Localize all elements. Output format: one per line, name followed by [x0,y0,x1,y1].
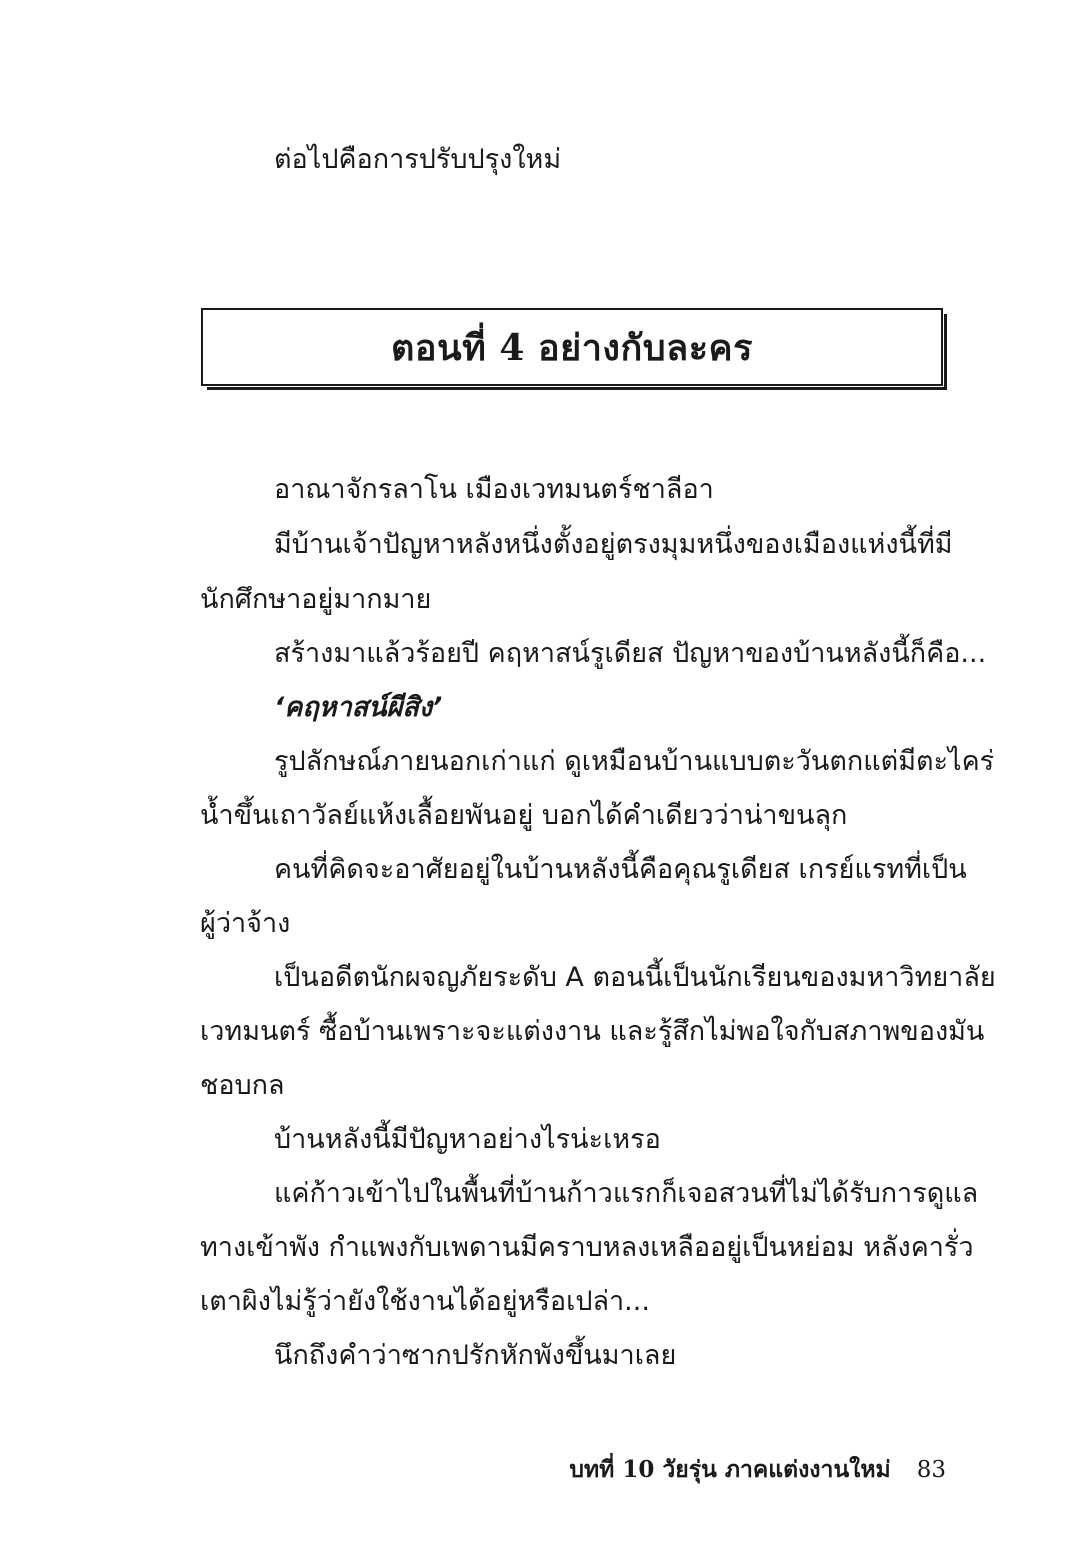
paragraph-line: นึกถึงคำว่าซากปรักหักพังขึ้นมาเลย [274,1340,677,1371]
paragraph-line: มีบ้านเจ้าปัญหาหลังหนึ่งตั้งอยู่ตรงมุมหนึ่งของเมืองแห่งนี้ที่มี [274,529,953,560]
paragraph-line: สร้างมาแล้วร้อยปี คฤหาสน์รูเดียส ปัญหาของบ้านหลังนี้ก็คือ... [274,638,987,669]
emphasized-line: ‘คฤหาสน์ผีสิง’ [274,692,443,723]
page-footer [569,1452,946,1488]
paragraph-line: คนที่คิดจะอาศัยอยู่ในบ้านหลังนี้คือคุณรูเดียส เกรย์แรทที่เป็น [274,854,967,885]
page-number: 83 [916,1457,946,1483]
chapter-heading-box [201,308,943,386]
paragraph-line: รูปลักษณ์ภายนอกเก่าแก่ ดูเหมือนบ้านแบบตะวันตกแต่มีตะไคร่ [274,746,995,777]
paragraph-line: บ้านหลังนี้มีปัญหาอย่างไรน่ะเหรอ [274,1124,661,1155]
closing-line: ต่อไปคือการปรับปรุงใหม่ [274,144,562,175]
paragraph-line: เป็นอดีตนักผจญภัยระดับ A ตอนนี้เป็นนักเรียนของมหาวิทยาลัย [274,962,996,993]
paragraph-line: อาณาจักรลาโน เมืองเวทมนตร์ชาลีอา [274,474,714,505]
paragraph-line: ผู้ว่าจ้าง [200,908,291,939]
paragraph-line: แค่ก้าวเข้าไปในพื้นที่บ้านก้าวแรกก็เจอสวนที่ไม่ได้รับการดูแล [274,1178,979,1209]
paragraph-line: ชอบกล [200,1070,285,1101]
paragraph-line: นักศึกษาอยู่มากมาย [200,584,432,615]
paragraph-line: เตาผิงไม่รู้ว่ายังใช้งานได้อยู่หรือเปล่า... [200,1286,650,1317]
paragraph-line: ทางเข้าพัง กำแพงกับเพดานมีคราบหลงเหลืออยู่เป็นหย่อม หลังคารั่ว [200,1232,974,1263]
chapter-heading: ตอนที่ 4 อย่างกับละคร [391,326,753,369]
paragraph-line: เวทมนตร์ ซื้อบ้านเพราะจะแต่งงาน และรู้สึกไม่พอใจกับสภาพของมัน [200,1016,985,1047]
paragraph-line: น้ำขึ้นเถาวัลย์แห้งเลื้อยพันอยู่ บอกได้คำเดียวว่าน่าขนลุก [200,800,848,831]
running-title: บทที่ 10 วัยรุ่น ภาคแต่งงานใหม่ [569,1456,891,1483]
